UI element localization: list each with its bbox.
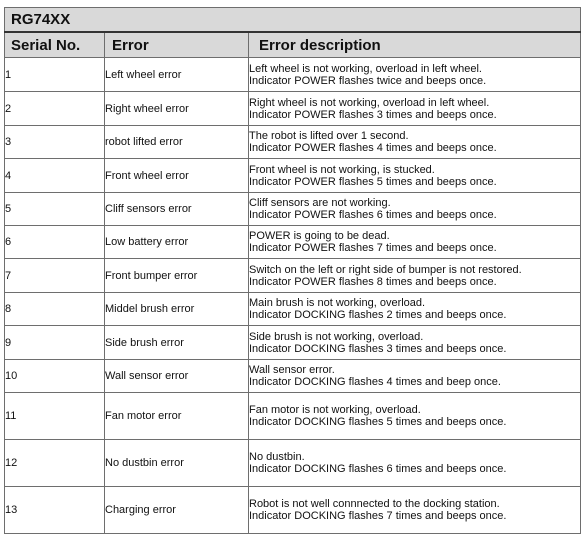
description-line: Wall sensor error. [249,364,335,376]
description-line: Robot is not well connnected to the docking station. [249,498,500,510]
serial-number-cell: 4 [5,159,105,193]
table-row [5,259,581,293]
table-row [5,326,581,360]
serial-number-cell: 10 [5,360,105,393]
table-row [5,193,581,226]
description-line: POWER is going to be dead. [249,230,390,242]
error-name-cell: Front wheel error [105,159,249,193]
error-description-header: Error description [249,32,581,58]
description-line: Indicator POWER flashes 6 times and beeps once. [249,209,497,221]
description-line: The robot is lifted over 1 second. [249,130,409,142]
table-row [5,159,581,193]
description-line: Indicator DOCKING flashes 4 times and beep once. [249,376,501,388]
serial-no-header: Serial No. [5,32,105,58]
error-header: Error [105,32,249,58]
serial-number-cell: 2 [5,92,105,126]
error-name-cell: Side brush error [105,326,249,360]
error-description-cell [249,360,581,393]
serial-number-cell: 1 [5,58,105,92]
table-row [5,126,581,159]
error-table-body [5,58,581,534]
error-description-cell [249,393,581,440]
description-line: Indicator DOCKING flashes 6 times and beeps once. [249,463,507,475]
description-line: Switch on the left or right side of bumper is not restored. [249,263,522,276]
error-code-sheet [4,7,580,534]
description-line: No dustbin. [249,451,305,463]
error-name-cell: Charging error [105,487,249,534]
description-line: Front wheel is not working, is stucked. [249,163,435,176]
error-description-cell [249,92,581,126]
error-table [4,7,581,534]
error-name-cell: Left wheel error [105,58,249,92]
table-row [5,487,581,534]
description-line: Main brush is not working, overload. [249,297,426,309]
description-line: Indicator POWER flashes 5 times and beeps once. [249,175,497,188]
error-description-cell [249,487,581,534]
error-name-cell: robot lifted error [105,126,249,159]
table-row [5,92,581,126]
description-line: Indicator POWER flashes 3 times and beeps once. [249,108,497,121]
error-description-cell [249,440,581,487]
error-name-cell: Wall sensor error [105,360,249,393]
description-line: Fan motor is not working, overload. [249,404,421,416]
table-row [5,226,581,259]
table-row [5,293,581,326]
error-name-cell: Low battery error [105,226,249,259]
model-title: RG74XX [5,8,581,33]
description-line: Cliff sensors are not working. [249,197,391,209]
description-line: Indicator POWER flashes 4 times and beeps once. [249,142,497,154]
description-line: Indicator DOCKING flashes 2 times and beeps once. [249,309,507,321]
table-row [5,58,581,92]
error-description-cell [249,293,581,326]
table-row [5,360,581,393]
description-line: Left wheel is not working, overload in left wheel. [249,62,482,75]
description-line: Right wheel is not working, overload in left wheel. [249,96,490,109]
error-description-cell [249,126,581,159]
description-line: Indicator POWER flashes 8 times and beeps once. [249,275,497,288]
error-name-cell: Right wheel error [105,92,249,126]
serial-number-cell: 7 [5,259,105,293]
serial-number-cell: 12 [5,440,105,487]
description-line: Indicator POWER flashes twice and beeps once. [249,74,487,87]
serial-number-cell: 8 [5,293,105,326]
error-name-cell: No dustbin error [105,440,249,487]
error-description-cell [249,58,581,92]
table-row [5,440,581,487]
error-description-cell [249,226,581,259]
description-line: Indicator POWER flashes 7 times and beeps once. [249,242,497,254]
error-name-cell: Fan motor error [105,393,249,440]
serial-number-cell: 3 [5,126,105,159]
error-description-cell [249,159,581,193]
description-line: Indicator DOCKING flashes 7 times and beeps once. [249,510,507,522]
description-line: Indicator DOCKING flashes 3 times and beeps once. [249,342,507,355]
error-name-cell: Middel brush error [105,293,249,326]
serial-number-cell: 5 [5,193,105,226]
error-description-cell [249,326,581,360]
description-line: Indicator DOCKING flashes 5 times and beeps once. [249,416,507,428]
serial-number-cell: 6 [5,226,105,259]
description-line: Side brush is not working, overload. [249,330,424,343]
error-name-cell: Front bumper error [105,259,249,293]
error-name-cell: Cliff sensors error [105,193,249,226]
error-description-cell [249,193,581,226]
error-description-cell [249,259,581,293]
serial-number-cell: 11 [5,393,105,440]
table-row [5,393,581,440]
serial-number-cell: 13 [5,487,105,534]
serial-number-cell: 9 [5,326,105,360]
column-header-row [5,32,581,58]
